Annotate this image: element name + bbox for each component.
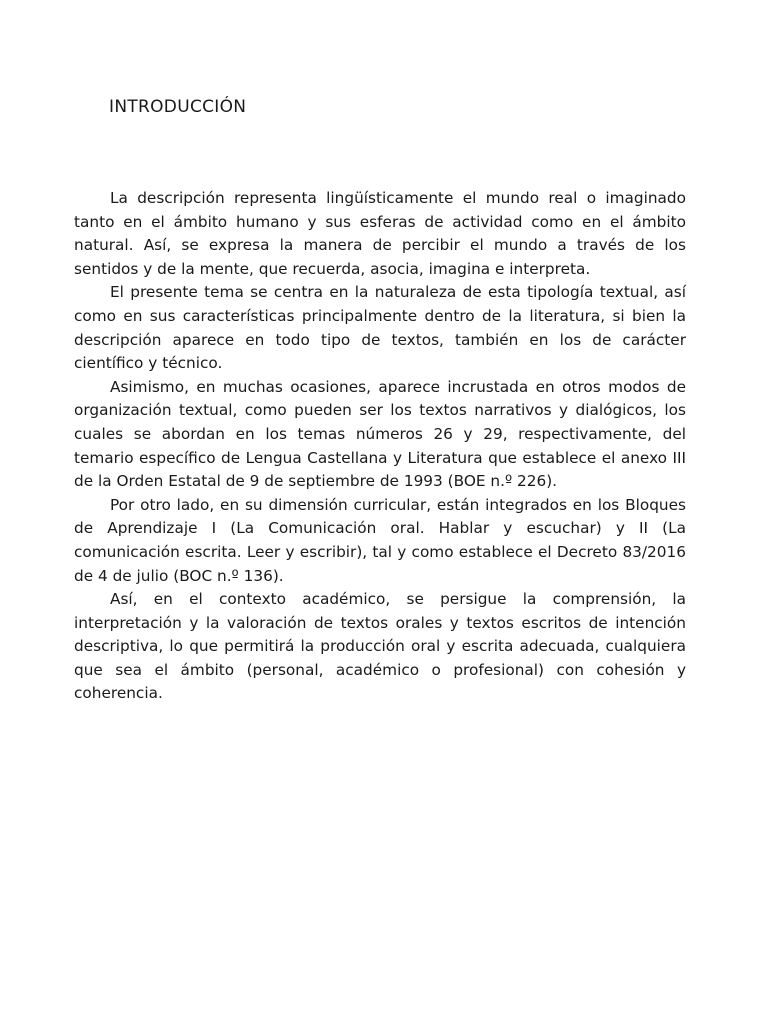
body-text — [74, 187, 686, 706]
section-heading: INTRODUCCIÓN — [109, 97, 247, 117]
paragraph: La descripción representa lingüísticamente el mundo real o imaginado tanto en el ámbito humano y sus esferas de actividad como en el ámbito natural. Así, se expresa la manera de percibir el mundo a través de los sentidos y de la mente, que recuerda, asocia, imagina e interpreta. — [74, 189, 686, 278]
paragraph: Así, en el contexto académico, se persigue la comprensión, la interpretación y la valoración de textos orales y textos escritos de intención descriptiva, lo que permitirá la producción oral y escrita adecuada, cualquiera que sea el ámbito (personal, académico o profesional) con cohesión y coherencia. — [74, 590, 686, 703]
paragraph: Por otro lado, en su dimensión curricular, están integrados en los Bloques de Aprendizaje I (La Comunicación oral. Hablar y escuchar) y II (La comunicación escrita. Leer y escribir), tal y como establece el Decreto 83/2016 de 4 de julio (BOC n.º 136). — [74, 495, 686, 585]
paragraph: El presente tema se centra en la naturaleza de esta tipología textual, así como en sus características principalmente dentro de la literatura, si bien la descripción aparece en todo tipo de textos, también en los de carácter científico y técnico. — [74, 283, 686, 373]
paragraph: Asimismo, en muchas ocasiones, aparece incrustada en otros modos de organización textual, como pueden ser los textos narrativos y dialógicos, los cuales se abordan en los temas números 26 y 29, respectivamente, del temario específico de Lengua Castellana y Literatura que establece el anexo III de la Orden Estatal de 9 de septiembre de 1993 (BOE n.º 226). — [74, 377, 686, 491]
